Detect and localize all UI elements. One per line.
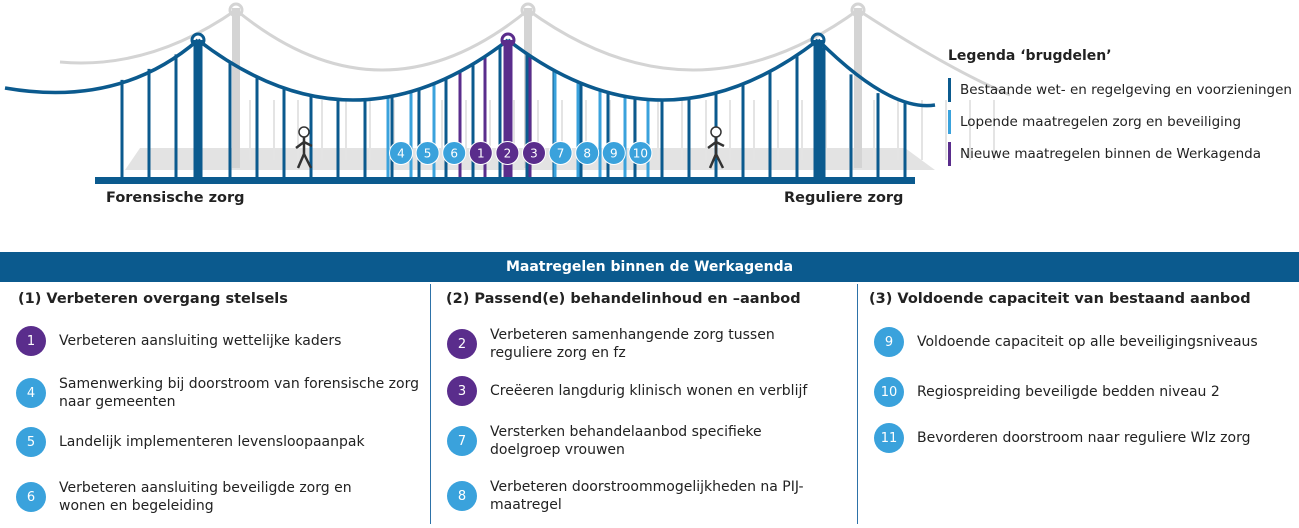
deck-badge bbox=[469, 142, 492, 165]
agenda-banner: Maatregelen binnen de Werkagenda bbox=[0, 252, 1299, 282]
agenda-item bbox=[874, 327, 1299, 357]
item-number-badge: 8 bbox=[447, 481, 477, 511]
bridge-tower bbox=[194, 40, 203, 180]
agenda-item bbox=[16, 479, 399, 515]
bridge-deck bbox=[95, 177, 915, 184]
agenda-column-2 bbox=[431, 282, 857, 526]
deck-badge-number: 9 bbox=[609, 146, 618, 161]
legend bbox=[948, 48, 1298, 174]
agenda-column-1 bbox=[0, 282, 430, 526]
item-number-badge: 10 bbox=[874, 377, 904, 407]
item-number-badge: 11 bbox=[874, 423, 904, 453]
figure-head bbox=[711, 127, 721, 137]
background-cable bbox=[528, 10, 858, 70]
figure-head bbox=[299, 127, 309, 137]
deck-badge-number: 10 bbox=[632, 146, 649, 161]
item-text: Verbeteren aansluiting wettelijke kaders bbox=[59, 333, 342, 349]
background-cable bbox=[60, 10, 236, 63]
item-number-badge: 7 bbox=[447, 426, 477, 456]
deck-badge bbox=[416, 142, 439, 165]
agenda-item bbox=[874, 377, 1297, 407]
agenda-item bbox=[874, 423, 1257, 453]
agenda-item bbox=[16, 326, 399, 356]
item-number-badge: 9 bbox=[874, 327, 904, 357]
background-tower bbox=[854, 8, 862, 168]
item-text: Bevorderen doorstroom naar reguliere Wlz zorg bbox=[917, 430, 1251, 446]
bridge-right-label: Reguliere zorg bbox=[784, 190, 904, 206]
legend-swatch bbox=[948, 110, 951, 134]
agenda-item bbox=[447, 478, 850, 514]
deck-badge-number: 3 bbox=[530, 146, 538, 161]
legend-item-ongoing bbox=[948, 110, 1298, 134]
deck-badge bbox=[629, 142, 652, 165]
deck-badge-number: 5 bbox=[423, 146, 432, 161]
legend-item-label: Bestaande wet- en regelgeving en voorzieningen bbox=[960, 82, 1292, 98]
legend-swatch bbox=[948, 142, 951, 166]
item-text: Verbeteren samenhangende zorg tussen reguliere zorg en fz bbox=[490, 327, 775, 361]
item-text: Voldoende capaciteit op alle beveiligingsniveaus bbox=[917, 334, 1258, 350]
item-number-badge: 6 bbox=[16, 482, 46, 512]
item-number-badge: 3 bbox=[447, 376, 477, 406]
deck-badge bbox=[602, 142, 625, 165]
deck-badge-number: 7 bbox=[556, 146, 565, 161]
deck-badge-number: 1 bbox=[476, 146, 485, 161]
legend-item-label: Nieuwe maatregelen binnen de Werkagenda bbox=[960, 146, 1261, 162]
deck-badge bbox=[576, 142, 599, 165]
legend-item-new bbox=[948, 142, 1298, 166]
legend-swatch bbox=[948, 78, 951, 102]
deck-badge bbox=[496, 142, 519, 165]
item-text: Regiospreiding beveiligde bedden niveau 2 bbox=[917, 384, 1220, 400]
legend-item-label: Lopende maatregelen zorg en beveiliging bbox=[960, 114, 1242, 130]
deck-badge bbox=[443, 142, 466, 165]
deck-badge-number: 4 bbox=[397, 146, 405, 161]
agenda-item bbox=[447, 376, 850, 406]
bridge-tower bbox=[814, 40, 823, 180]
background-tower bbox=[232, 8, 240, 168]
main-cable bbox=[5, 40, 198, 93]
deck-badge bbox=[390, 142, 413, 165]
column-heading: (2) Passend(e) behandelinhoud en –aanbod bbox=[446, 291, 801, 307]
item-number-badge: 4 bbox=[16, 378, 46, 408]
agenda-item bbox=[16, 375, 419, 411]
item-number-badge: 2 bbox=[447, 329, 477, 359]
agenda-item bbox=[447, 423, 810, 459]
item-text: Samenwerking bij doorstroom van forensische zorg naar gemeenten bbox=[59, 376, 419, 410]
item-text: Verbeteren doorstroommogelijkheden na PIJ-maatregel bbox=[490, 479, 804, 513]
deck-badge-number: 2 bbox=[503, 146, 512, 161]
bridge-left-label: Forensische zorg bbox=[106, 190, 245, 206]
deck-badge-number: 6 bbox=[450, 146, 459, 161]
item-number-badge: 5 bbox=[16, 427, 46, 457]
column-heading: (3) Voldoende capaciteit van bestaand aanbod bbox=[869, 291, 1251, 307]
column-heading: (1) Verbeteren overgang stelsels bbox=[18, 291, 288, 307]
item-number-badge: 1 bbox=[16, 326, 46, 356]
item-text: Versterken behandelaanbod specifieke doelgroep vrouwen bbox=[490, 424, 762, 458]
agenda-item bbox=[447, 326, 810, 362]
item-text: Landelijk implementeren levensloopaanpak bbox=[59, 434, 365, 450]
agenda-column-3 bbox=[858, 282, 1299, 526]
legend-item-existing bbox=[948, 78, 1298, 102]
deck-badge bbox=[523, 142, 546, 165]
item-text: Creëeren langdurig klinisch wonen en verblijf bbox=[490, 383, 808, 399]
agenda-item bbox=[16, 427, 419, 457]
deck-badge bbox=[549, 142, 572, 165]
item-text: Verbeteren aansluiting beveiligde zorg en wonen en begeleiding bbox=[59, 480, 352, 514]
deck-badge-number: 8 bbox=[583, 146, 592, 161]
legend-title: Legenda ‘brugdelen’ bbox=[948, 48, 1112, 64]
